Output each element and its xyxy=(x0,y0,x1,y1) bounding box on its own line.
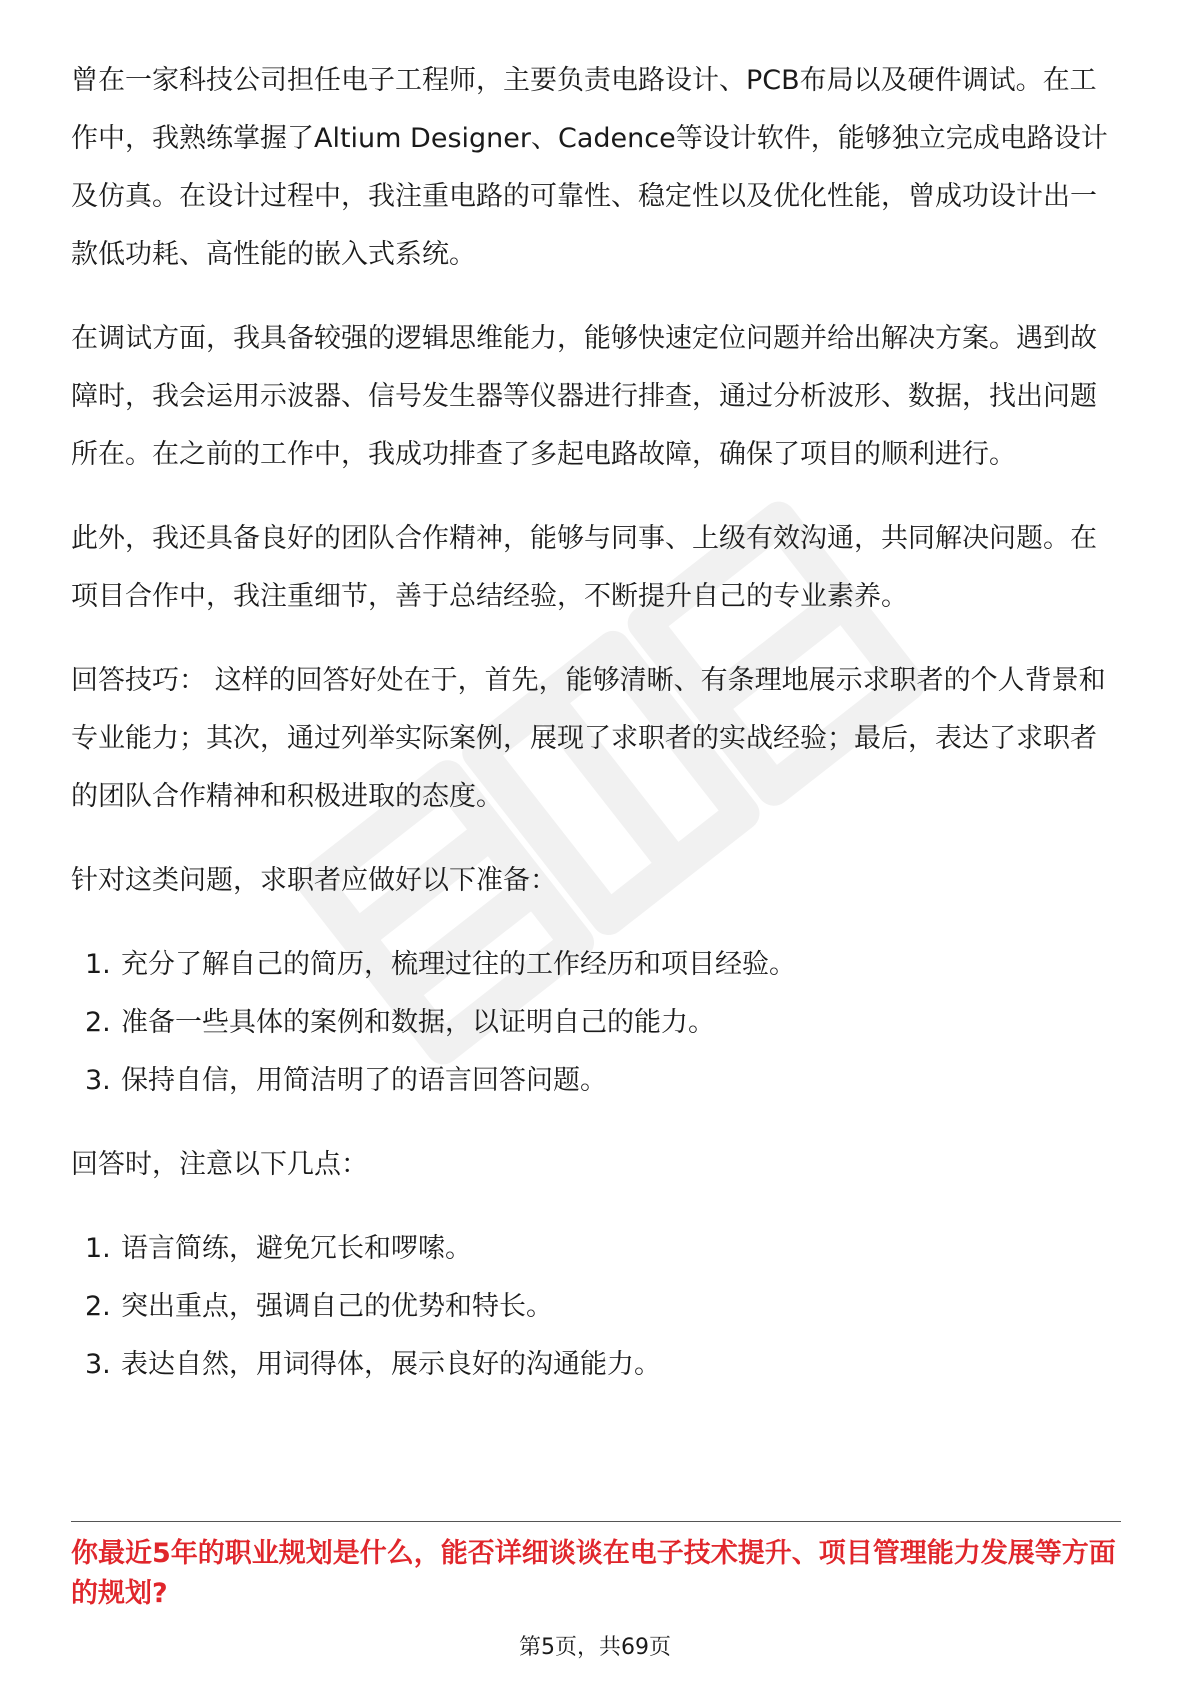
paragraph-answer-tips: 回答技巧： 这样的回答好处在于，首先，能够清晰、有条理地展示求职者的个人背景和专业能力；其次，通过列举实际案例，展现了求职者的实战经验；最后，表达了求职者的团队合作精神和积极进取的态度。 xyxy=(71,665,1106,812)
list-text: 保持自信，用简洁明了的语言回答问题。 xyxy=(121,1065,607,1096)
notes-list xyxy=(71,1220,1121,1394)
list-number: 3. xyxy=(85,1349,111,1380)
list-number: 1. xyxy=(85,1233,111,1264)
list-text: 准备一些具体的案例和数据，以证明自己的能力。 xyxy=(121,1007,715,1038)
list-number: 2. xyxy=(85,1007,111,1038)
list-item xyxy=(71,1336,1121,1394)
list-item xyxy=(71,1052,1121,1110)
page-number-footer: 第5页，共69页 xyxy=(519,1635,671,1660)
list-item xyxy=(71,936,1121,994)
list-text: 表达自然，用词得体，展示良好的沟通能力。 xyxy=(121,1349,661,1380)
paragraph-experience: 曾在一家科技公司担任电子工程师，主要负责电路设计、PCB布局以及硬件调试。在工作中，我熟练掌握了Altium Designer、Cadence等设计软件，能够独立完成电路设计及仿真。在设计过程中，我注重电路的可靠性、稳定性以及优化性能，曾成功设计出一款低功耗、高性能的嵌入式系统。 xyxy=(71,65,1108,270)
list-number: 2. xyxy=(85,1291,111,1322)
prep-list xyxy=(71,936,1121,1110)
section-divider xyxy=(71,1521,1121,1522)
list-number: 1. xyxy=(85,949,111,980)
paragraph-debugging: 在调试方面，我具备较强的逻辑思维能力，能够快速定位问题并给出解决方案。遇到故障时，我会运用示波器、信号发生器等仪器进行排查，通过分析波形、数据，找出问题所在。在之前的工作中，我成功排查了多起电路故障，确保了项目的顺利进行。 xyxy=(71,323,1097,470)
list-text: 语言简练，避免冗长和啰嗦。 xyxy=(121,1233,472,1264)
list-item xyxy=(71,1278,1121,1336)
list-number: 3. xyxy=(85,1065,111,1096)
list-text: 突出重点，强调自己的优势和特长。 xyxy=(121,1291,553,1322)
paragraph-notes-intro: 回答时，注意以下几点： xyxy=(71,1149,368,1180)
paragraph-teamwork: 此外，我还具备良好的团队合作精神，能够与同事、上级有效沟通，共同解决问题。在项目合作中，我注重细节，善于总结经验，不断提升自己的专业素养。 xyxy=(71,523,1097,612)
list-item xyxy=(71,1220,1121,1278)
paragraph-prep-intro: 针对这类问题，求职者应做好以下准备： xyxy=(71,865,557,896)
next-question-heading: 你最近5年的职业规划是什么，能否详细谈谈在电子技术提升、项目管理能力发展等方面的规划? xyxy=(71,1538,1116,1609)
list-text: 充分了解自己的简历，梳理过往的工作经历和项目经验。 xyxy=(121,949,796,980)
document-body xyxy=(71,52,1121,1420)
list-item xyxy=(71,994,1121,1052)
